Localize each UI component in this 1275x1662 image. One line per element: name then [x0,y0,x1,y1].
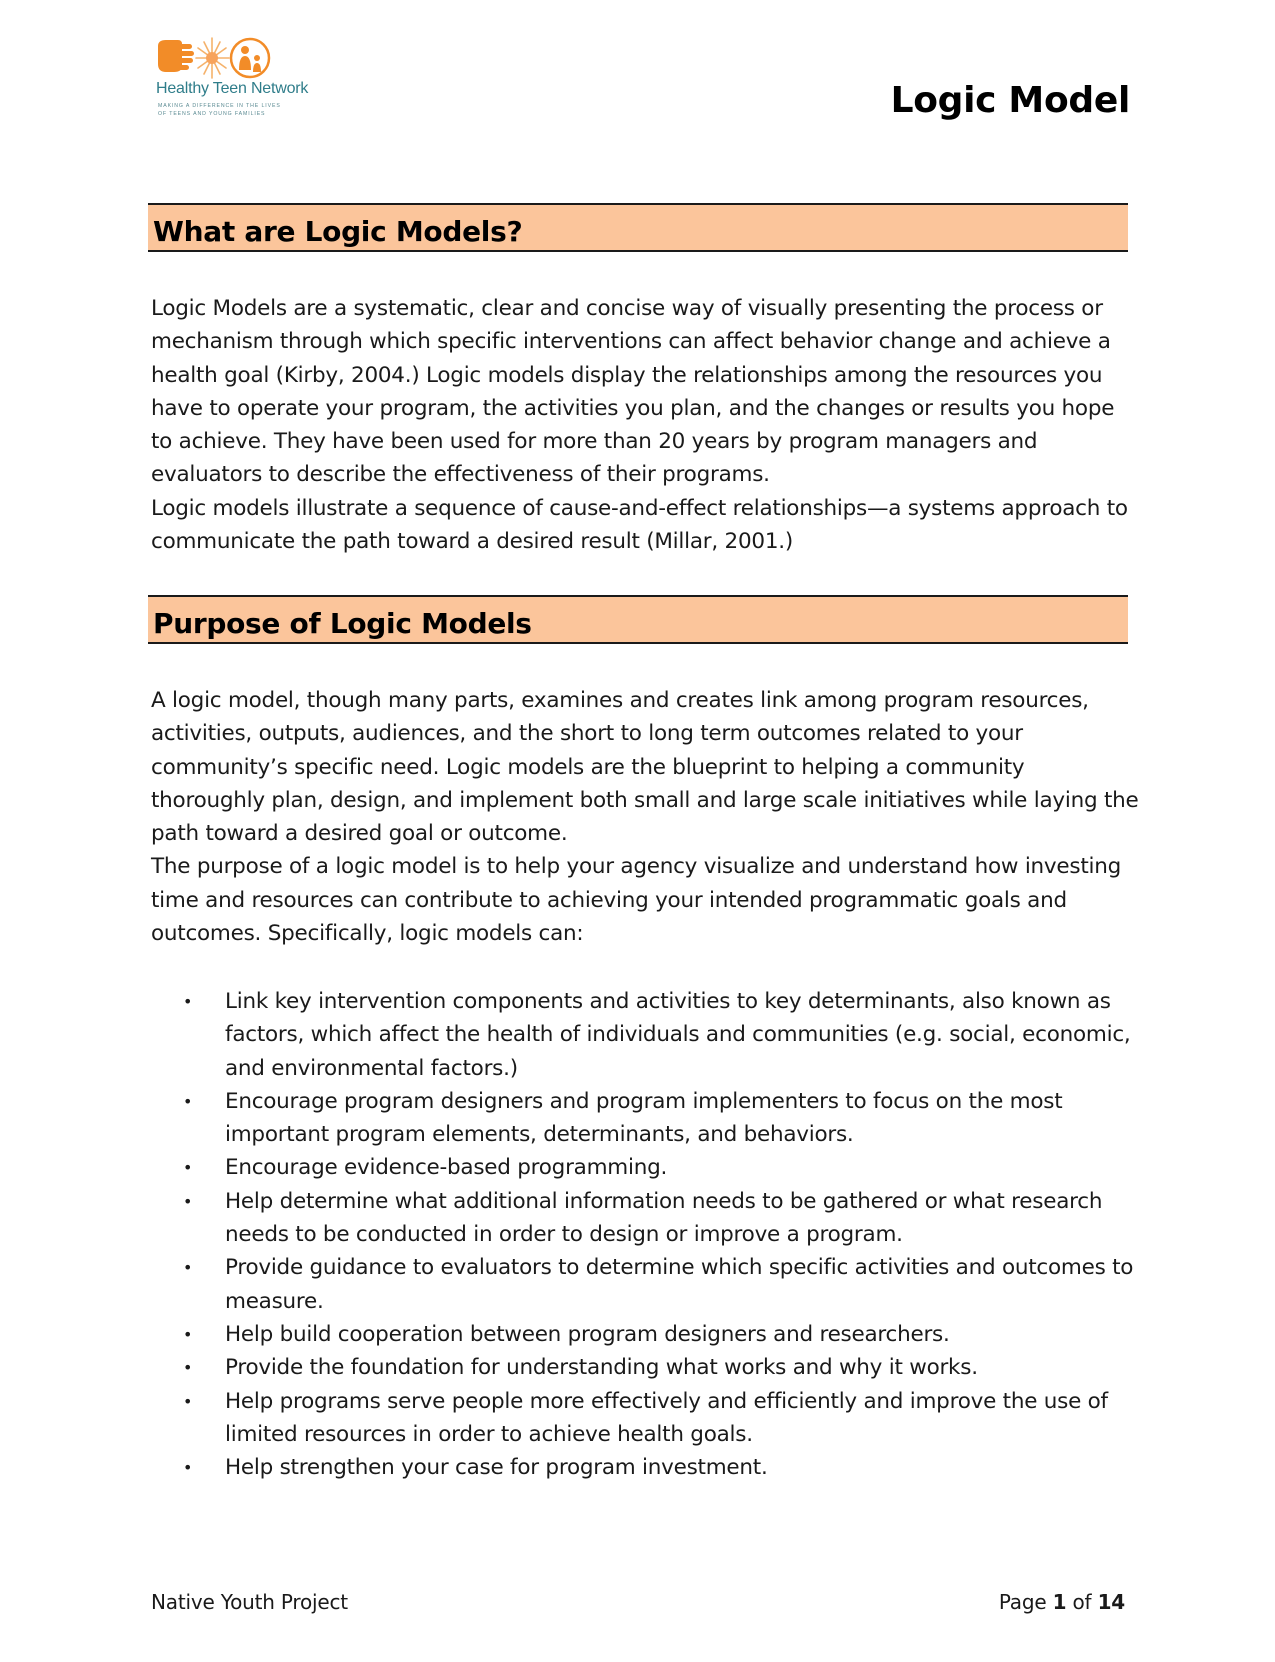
section1-paragraph-text: Logic Models are a systematic, clear and concise way of visually presenting the process or mechanism through which specific interventions can affect behavior change and achieve a health goal (Kirby, 2004.) Logic models display the relationships among the resources you have to operate your program, the activities you plan, and the changes or results you hope to achieve. They have been used for more than 20 years by program managers and evaluators to describe the effectiveness of their programs. Logic models illustrate a sequence of cause-and-effect relationships—a systems approach to communicate the path toward a desired result (Millar, 2001.) [151,296,1128,555]
list-item [151,1085,1141,1152]
section2-paragraph-text: A logic model, though many parts, examines and creates link among program resources, activities, outputs, audiences, and the short to long term outcomes related to your community’s specific need. Logic models are the blueprint to helping a community thoroughly plan, design, and implement both small and large scale initiatives while laying the path toward a desired goal or outcome. The purpose of a logic model is to help your agency visualize and understand how investing time and resources can contribute to achieving your intended programmatic goals and outcomes. Specifically, logic models can: [151,688,1139,947]
bullet-glyph: • [183,1258,193,1278]
logo-hands-sun-icon [156,36,276,80]
logic-model-benefits-list [151,985,1141,1484]
list-item [151,1185,1141,1252]
bullet-glyph: • [183,1158,193,1178]
list-item-text: Help programs serve people more effectively and efficiently and improve the use of limited resources in order to achieve health goals. [225,1388,1108,1447]
healthy-teen-network-logo [156,36,326,120]
section-heading-what-are-logic-models: What are Logic Models? [148,203,1128,252]
page-of: of [1072,1590,1092,1614]
list-item [151,1318,1141,1351]
bullet-glyph: • [183,1391,193,1411]
bullet-glyph: • [183,1324,193,1344]
logo-tagline: MAKING A DIFFERENCE IN THE LIVES OF TEENS AND YOUNG FAMILIES [158,103,281,117]
list-item-text: Provide the foundation for understanding what works and why it works. [225,1355,978,1381]
bullet-glyph: • [183,1358,193,1378]
page-current: 1 [1052,1590,1067,1614]
list-item-text: Help build cooperation between program designers and researchers. [225,1321,950,1347]
list-item [151,1385,1141,1452]
section1-paragraph [151,292,1141,558]
list-item [151,1451,1141,1484]
bullet-glyph: • [183,1091,193,1111]
page-total: 14 [1097,1590,1125,1614]
list-item-text: Help strengthen your case for program investment. [225,1455,768,1481]
list-item [151,1351,1141,1384]
footer-page-number [999,1590,1125,1614]
bullet-glyph: • [183,1191,193,1211]
list-item [151,1151,1141,1184]
footer-project-name: Native Youth Project [151,1590,348,1614]
list-item-text: Link key intervention components and activities to key determinants, also known as factors, which affect the health of individuals and communities (e.g. social, economic, and environmental factors.) [225,989,1131,1081]
document-title: Logic Model [890,80,1130,121]
page-prefix: Page [998,1590,1047,1614]
list-item-text: Provide guidance to evaluators to determine which specific activities and outcomes to measure. [225,1255,1134,1314]
list-item [151,985,1141,1085]
list-item-text: Encourage evidence-based programming. [225,1155,668,1181]
bullet-glyph: • [183,992,193,1011]
list-item-text: Help determine what additional information needs to be gathered or what research needs to be conducted in order to design or improve a program. [225,1188,1103,1248]
list-item-text: Encourage program designers and program implementers to focus on the most important program elements, determinants, and behaviors. [225,1088,1063,1148]
list-item [151,1251,1141,1318]
logo-name: Healthy Teen Network [156,80,309,97]
section2-paragraph [151,684,1141,950]
bullet-glyph: • [183,1458,193,1478]
section-heading-purpose-of-logic-models: Purpose of Logic Models [148,595,1128,644]
